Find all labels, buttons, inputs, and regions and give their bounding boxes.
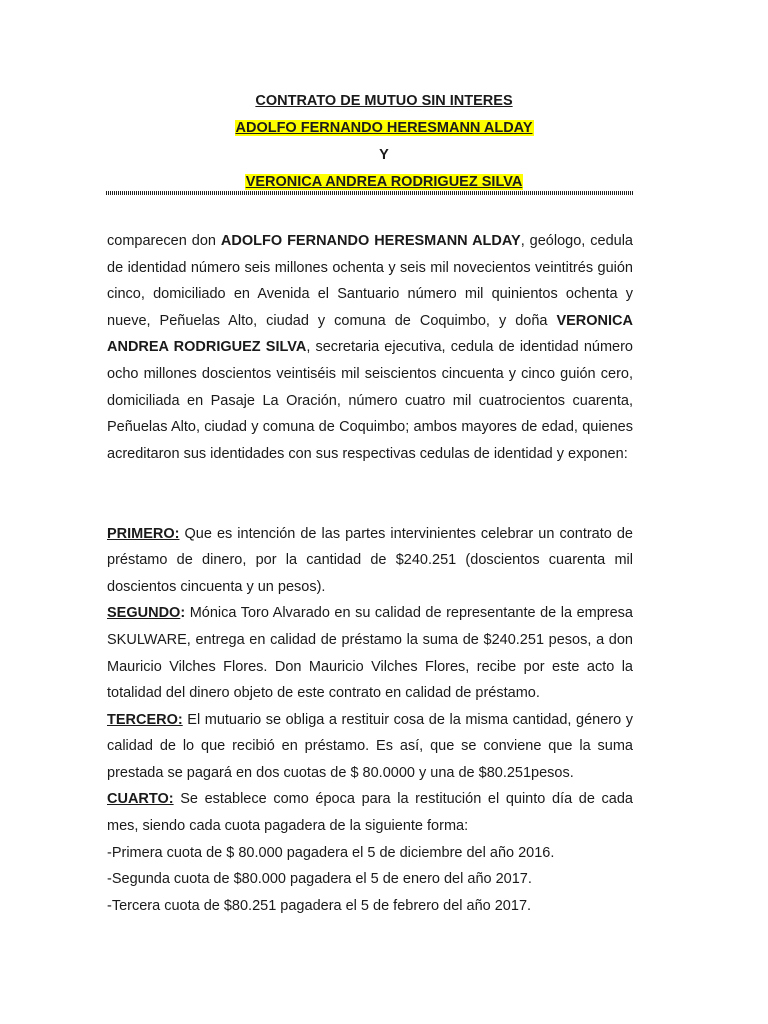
- contract-body: [107, 228, 633, 919]
- party-one-name: ADOLFO FERNANDO HERESMANN ALDAY: [235, 120, 533, 136]
- installment-item: -Segunda cuota de $80.000 pagadera el 5 de enero del año 2017.: [107, 871, 532, 888]
- header-divider: [106, 191, 634, 195]
- intro-name-one: ADOLFO FERNANDO HERESMANN ALDAY: [220, 233, 521, 249]
- clause-segundo-text: Mónica Toro Alvarado en su calidad de representante de la empresa SKULWARE, entrega en calidad de préstamo la suma de $240.251 pesos, a don Mauricio Vilches Flores. Don Mauricio Vilches Flores, recibe por este acto la totalidad del dinero objeto de este contrato en calidad de préstamo.: [107, 605, 633, 702]
- intro-paragraph: comparecen don ADOLFO FERNANDO HERESMANN ALDAY, geólogo, cedula de identidad número seis millones ochenta y seis mil novecientos veintitrés guión cinco, domiciliado en Avenida el Santuario número mil quinientos ochenta y nueve, Peñuelas Alto, ciudad y comuna de Coquimbo, y doña VERONICA ANDREA RODRIGUEZ SILVA, secretaria ejecutiva, cedula de identidad número ocho millones doscientos veintiséis mil seiscientos cincuenta y cinco guión cero, domiciliada en Pasaje La Oración, número cuatro mil cuatrocientos cuarenta, Peñuelas Alto, ciudad y comuna de Coquimbo; ambos mayores de edad, quienes acreditaron sus identidades con sus respectivas cedulas de identidad y exponen:: [107, 233, 633, 462]
- party-two-name: VERONICA ANDREA RODRIGUEZ SILVA: [245, 174, 523, 190]
- clause-segundo-label: SEGUNDO: [107, 605, 181, 622]
- clause-cuarto-label: CUARTO:: [107, 791, 174, 808]
- clause-primero-label: PRIMERO:: [107, 525, 180, 542]
- clause-tercero-text: El mutuario se obliga a restituir cosa de la misma cantidad, género y calidad de lo que recibió en préstamo. Es así, que se conviene que la suma prestada se pagará en dos cuotas de $ 80.0000 y una de $80.251pesos.: [107, 711, 633, 781]
- clause-segundo: SEGUNDO: Mónica Toro Alvarado en su calidad de representante de la empresa SKULWARE, entrega en calidad de préstamo la suma de $240.251 pesos, a don Mauricio Vilches Flores. Don Mauricio Vilches Flores, recibe por este acto la totalidad del dinero objeto de este contrato en calidad de préstamo.: [107, 605, 633, 702]
- clause-cuarto-text: Se establece como época para la restitución el quinto día de cada mes, siendo cada cuota pagadera de la siguiente forma:: [107, 791, 633, 835]
- contract-header: [0, 89, 768, 197]
- installment-item: -Tercera cuota de $80.251 pagadera el 5 de febrero del año 2017.: [107, 897, 532, 914]
- clause-cuarto: [107, 786, 633, 839]
- clause-primero-text: Que es intención de las partes intervinientes celebrar un contrato de préstamo de dinero, por la cantidad de $240.251 (doscientos cuarenta mil doscientos cincuenta y un pesos).: [107, 525, 633, 595]
- installment-item: -Primera cuota de $ 80.000 pagadera el 5 de diciembre del año 2016.: [107, 844, 555, 861]
- clause-primero: [107, 521, 633, 601]
- intro-name-two: VERONICA ANDREA RODRIGUEZ SILVA: [107, 312, 633, 356]
- contract-title: CONTRATO DE MUTUO SIN INTERES: [255, 93, 513, 109]
- conjunction: Y: [379, 147, 389, 163]
- clause-tercero-label: TERCERO:: [107, 711, 183, 728]
- clause-tercero: [107, 707, 633, 787]
